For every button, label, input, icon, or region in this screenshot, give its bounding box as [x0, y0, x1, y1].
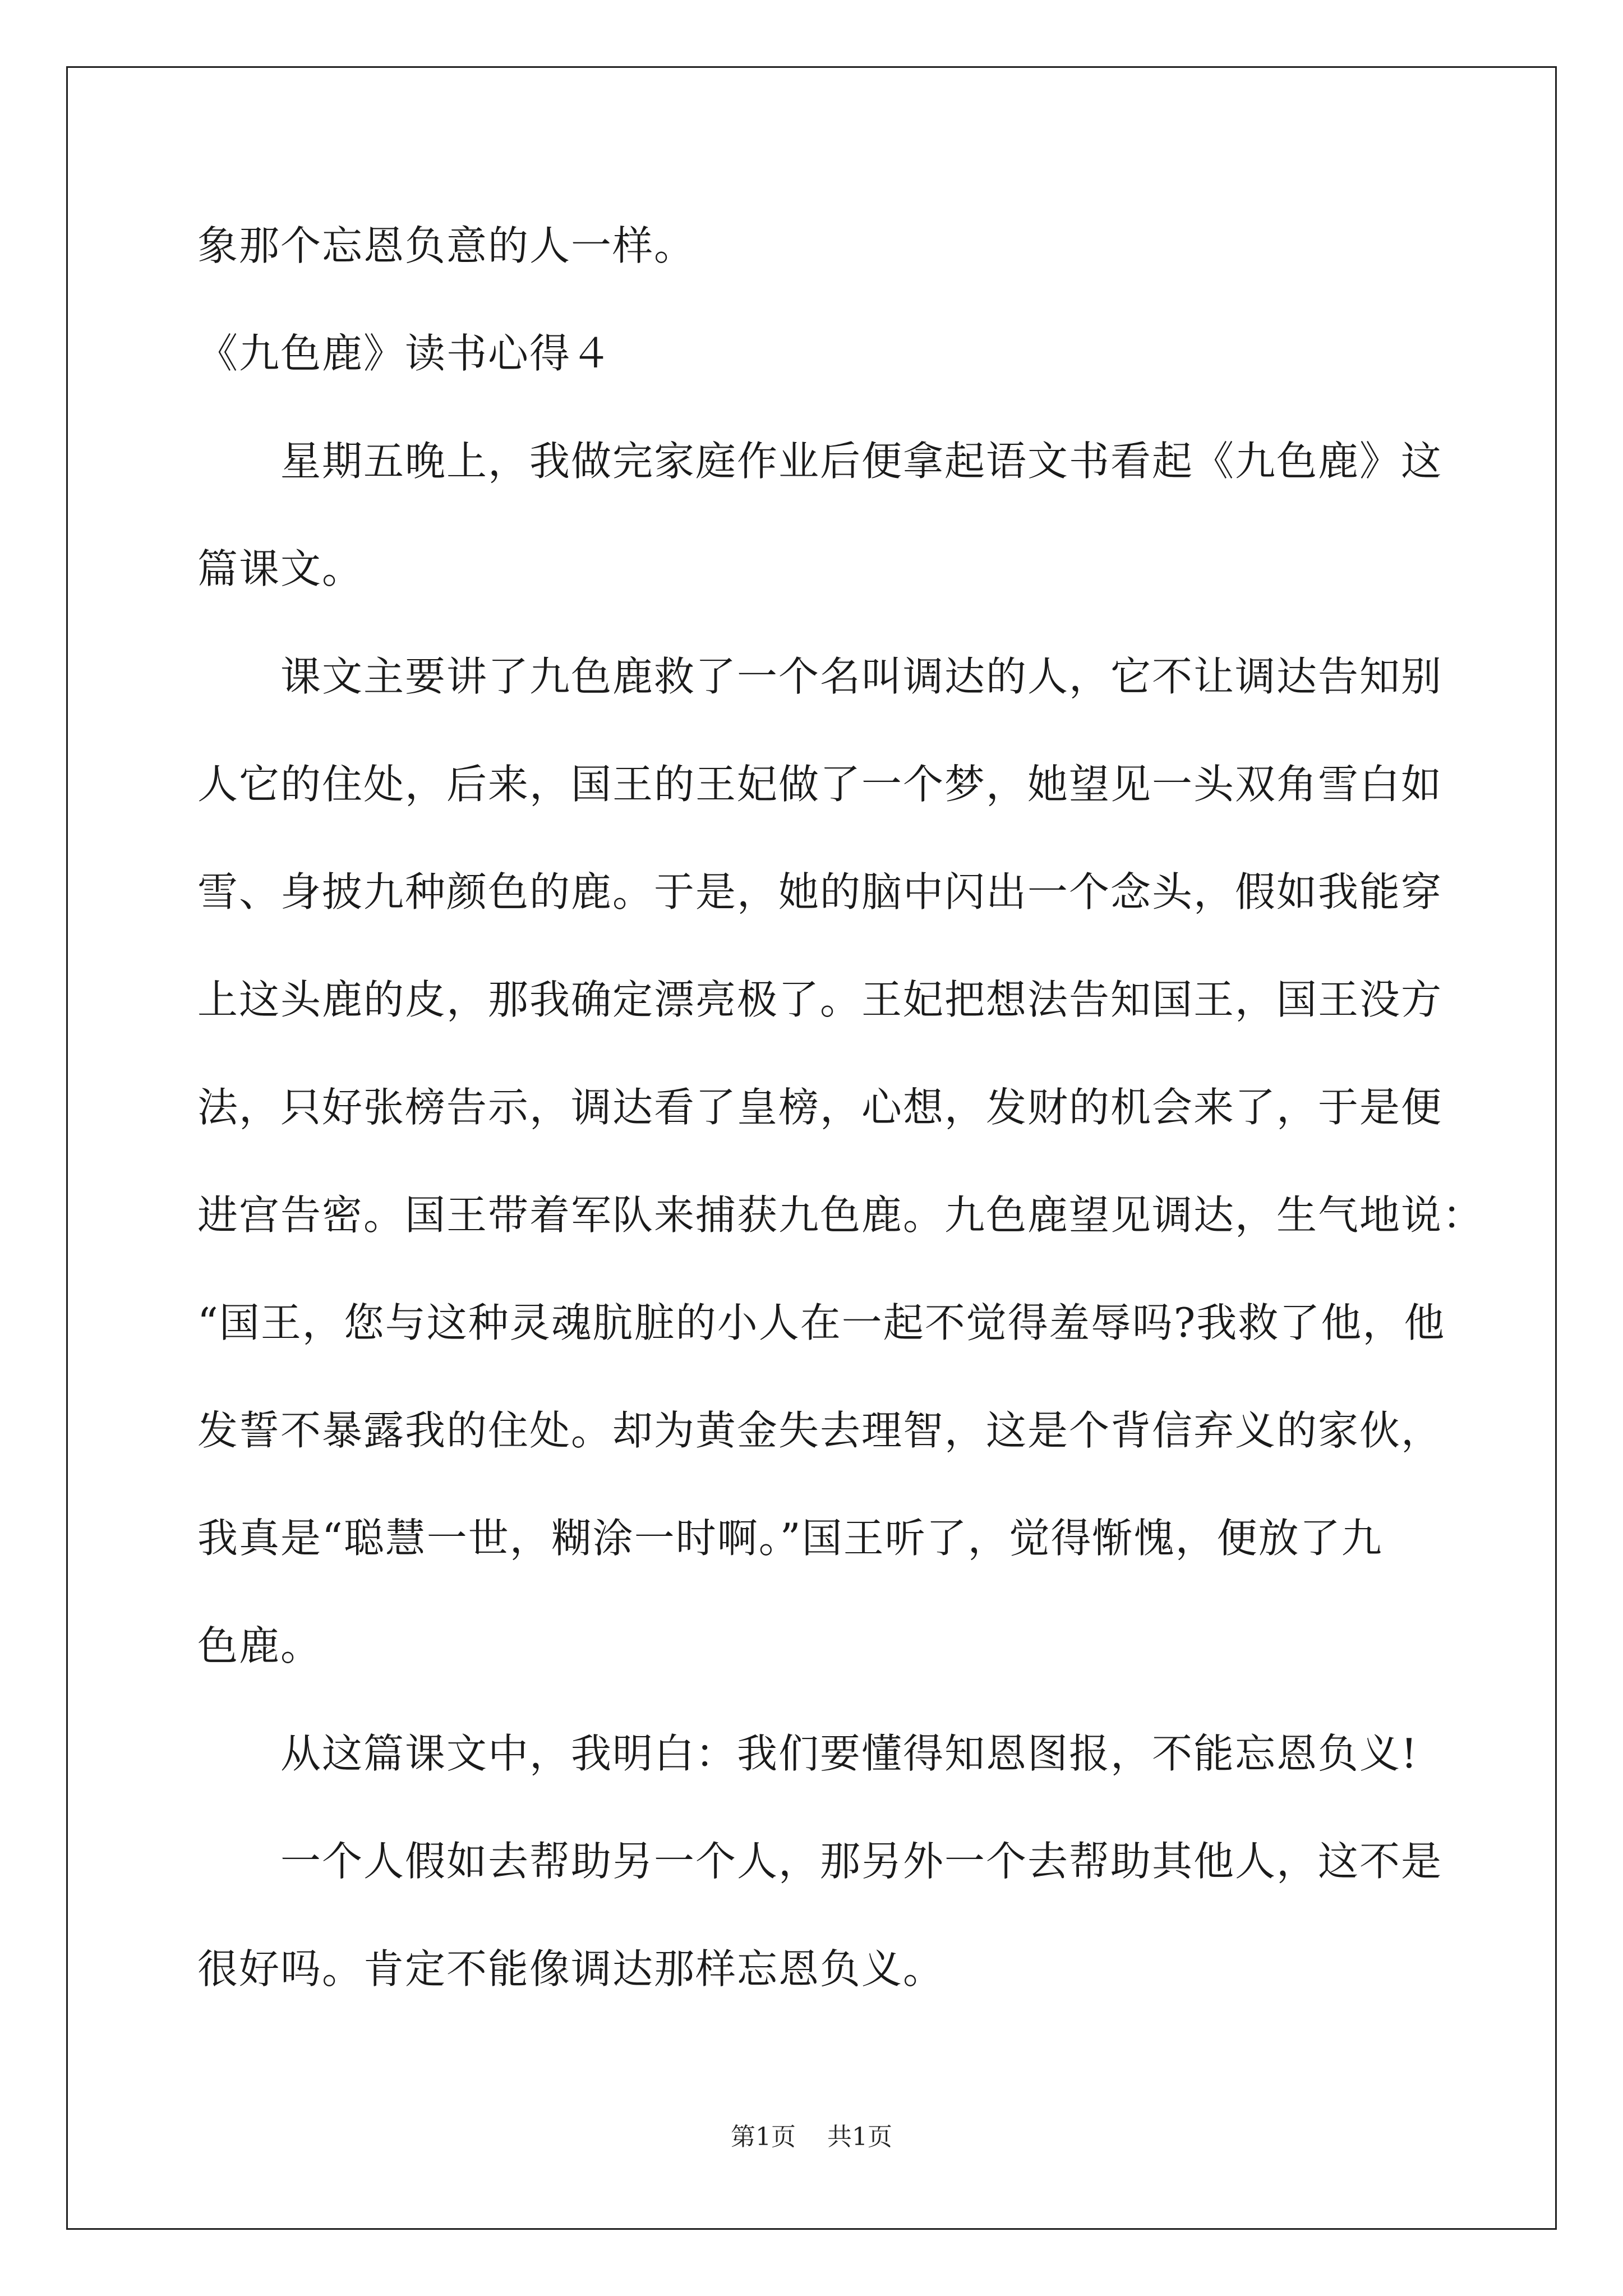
- text-line: 象那个忘恩负意的人一样。: [197, 222, 696, 269]
- text-line: 《九色鹿》读书心得４: [197, 330, 613, 377]
- text-line: 发誓不暴露我的住处。却为黄金失去理智，这是个背信弃义的家伙，: [197, 1407, 1443, 1454]
- page-number-current: 第1页: [731, 2123, 796, 2151]
- text-line: 课文主要讲了九色鹿救了一个名叫调达的人，它不让调达告知别: [280, 653, 1443, 700]
- text-line: 色鹿。: [197, 1622, 322, 1669]
- text-line: 雪、身披九种颜色的鹿。于是，她的脑中闪出一个念头，假如我能穿: [197, 868, 1443, 915]
- text-line: 法，只好张榜告示，调达看了皇榜，心想，发财的机会来了，于是便: [197, 1084, 1443, 1131]
- text-line: 上这头鹿的皮，那我确定漂亮极了。王妃把想法告知国王，国王没方: [197, 976, 1443, 1023]
- text-line: 从这篇课文中，我明白：我们要懂得知恩图报，不能忘恩负义!: [280, 1730, 1418, 1777]
- text-line: “国王，您与这种灵魂肮脏的小人在一起不觉得羞辱吗?我救了他，他: [197, 1299, 1446, 1346]
- text-line: 我真是“聪慧一世，糊涂一时啊。”国王听了，觉得惭愧，便放了九: [197, 1515, 1383, 1562]
- page-number-total: 共1页: [827, 2123, 892, 2151]
- text-line: 篇课文。: [197, 545, 364, 592]
- text-line: 一个人假如去帮助另一个人，那另外一个去帮助其他人，这不是: [280, 1838, 1443, 1885]
- document-body: [197, 219, 1484, 1996]
- text-line: 星期五晚上，我做完家庭作业后便拿起语文书看起《九色鹿》这: [280, 438, 1443, 485]
- text-line: 人它的住处，后来，国王的王妃做了一个梦，她望见一头双角雪白如: [197, 761, 1443, 808]
- page-footer: [0, 2122, 1623, 2153]
- text-line: 很好吗。肯定不能像调达那样忘恩负义。: [197, 1945, 945, 1993]
- text-line: 进宫告密。国王带着军队来捕获九色鹿。九色鹿望见调达，生气地说：: [197, 1191, 1484, 1239]
